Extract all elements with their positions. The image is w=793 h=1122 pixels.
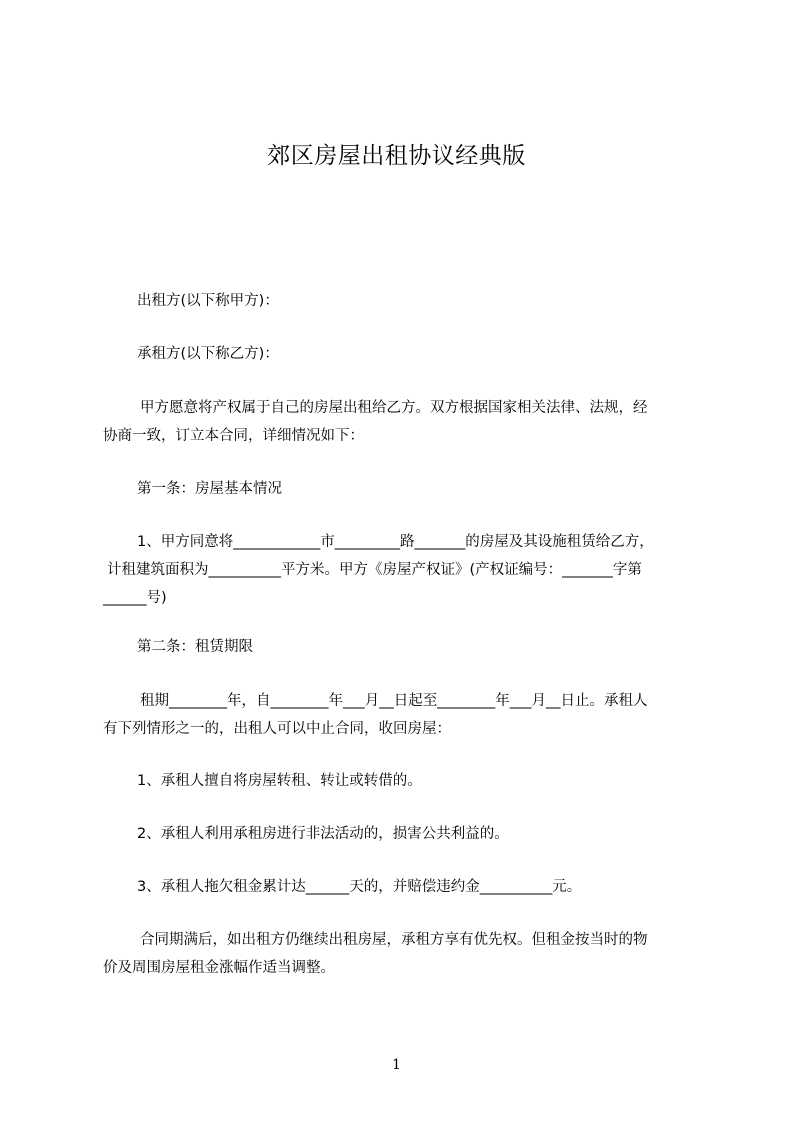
intro-line-1: 甲方愿意将产权属于自己的房屋出租给乙方。双方根据国家相关法律、法规，经	[140, 400, 648, 416]
term-item-1: 1、承租人擅自将房屋转租、转让或转借的。	[137, 773, 422, 789]
renewal-line-2: 价及周围房屋租金涨幅作适当调整。	[103, 960, 335, 976]
article2-heading: 第二条：租赁期限	[137, 639, 253, 655]
document-title: 郊区房屋出租协议经典版	[267, 143, 526, 169]
term-line-2: 有下列情形之一的，出租人可以中止合同，收回房屋：	[103, 721, 451, 737]
page-number: 1	[392, 1057, 401, 1073]
term-paragraph	[103, 687, 707, 743]
lessor-line: 出租方(以下称甲方)：	[137, 293, 279, 309]
article1-item1-paragraph	[103, 528, 707, 612]
lessee-line: 承租方(以下称乙方)：	[137, 346, 279, 362]
article1-item1-line-2: 计租建筑面积为__________平方米。甲方《房屋产权证》(产权证编号：_______字第	[107, 562, 642, 578]
article1-item1-line-1: 1、甲方同意将____________市_________路_______的房屋及其设施租赁给乙方，	[137, 534, 654, 550]
renewal-paragraph	[103, 926, 707, 982]
term-item-3: 3、承租人拖欠租金累计达______天的，并赔偿违约金__________元。	[137, 879, 582, 895]
intro-paragraph	[103, 394, 707, 450]
intro-line-2: 协商一致，订立本合同，详细情况如下：	[103, 428, 364, 444]
article1-item1-line-3: ______号)	[103, 590, 167, 606]
term-item-2: 2、承租人利用承租房进行非法活动的，损害公共利益的。	[137, 826, 509, 842]
article1-heading: 第一条：房屋基本情况	[137, 481, 282, 497]
renewal-line-1: 合同期满后，如出租方仍继续出租房屋，承租方享有优先权。但租金按当时的物	[140, 932, 648, 948]
term-line-1: 租期________年，自________年___月__日起至________年___月__日止。承租人	[140, 693, 648, 709]
